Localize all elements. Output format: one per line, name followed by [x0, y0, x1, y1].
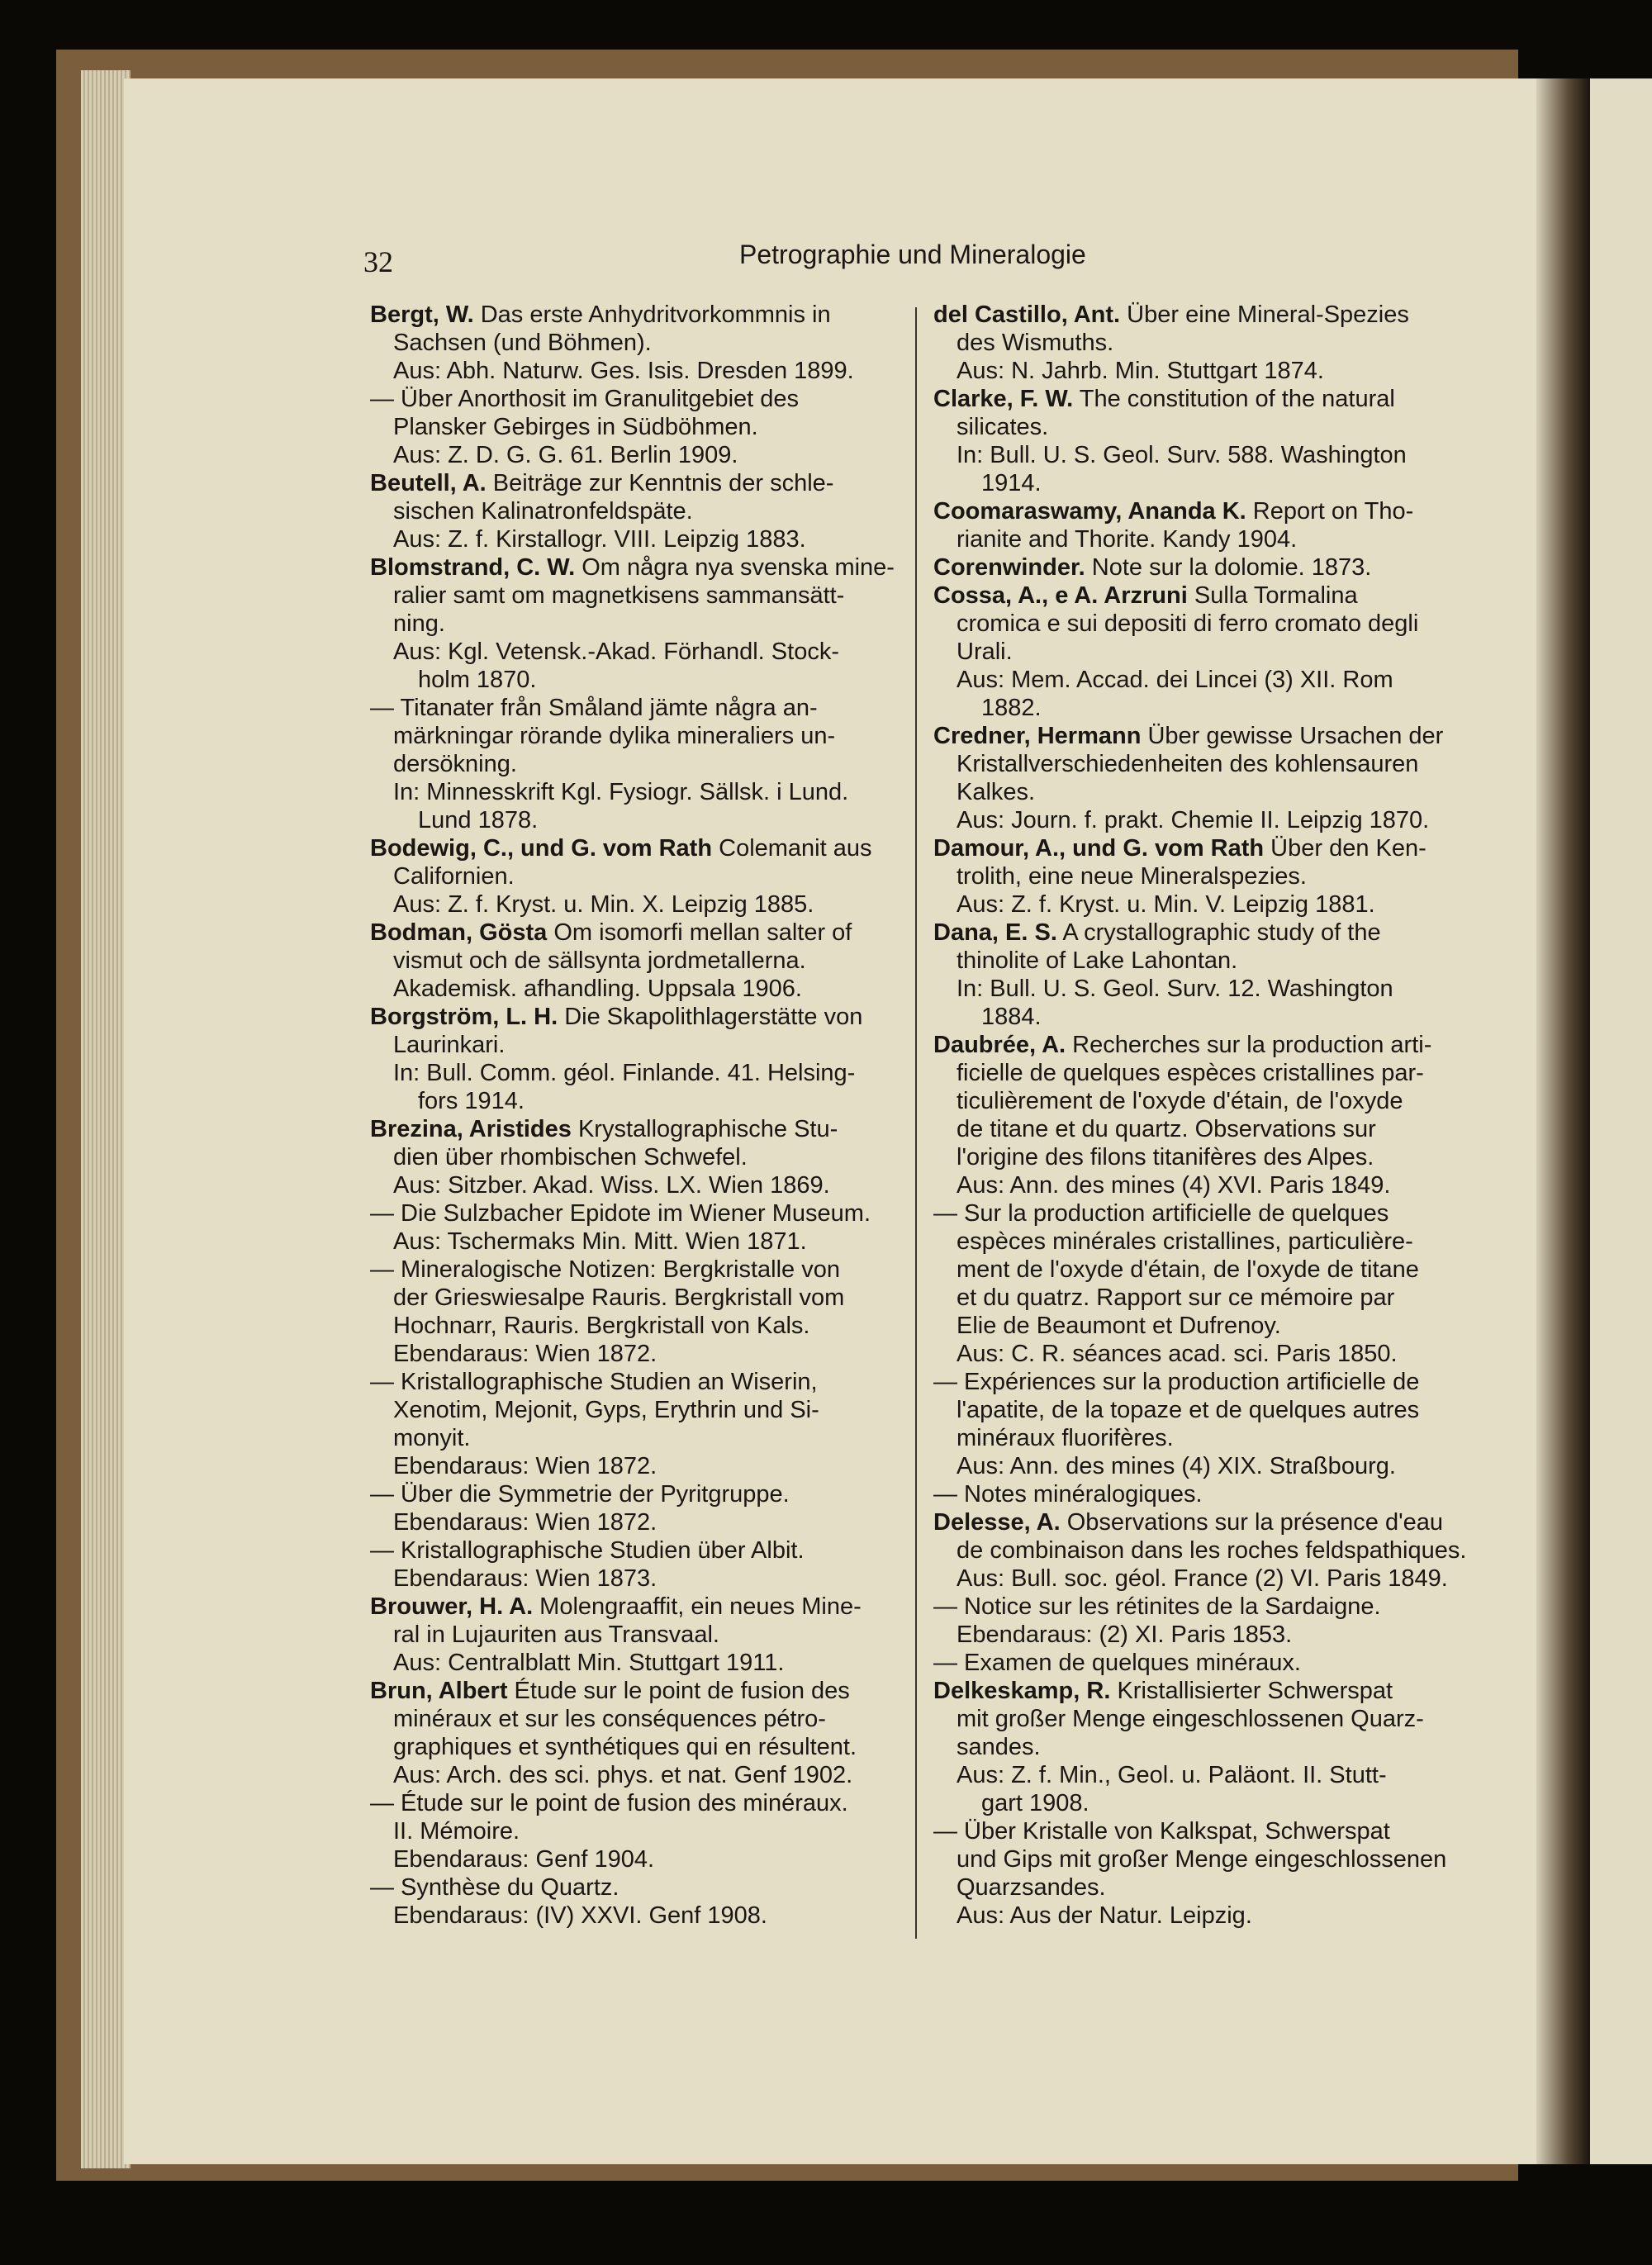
entry-line [370, 385, 899, 413]
next-page-edge [1590, 78, 1652, 2164]
entry-text: ticulièrement de l'oxyde d'étain, de l'oxyde [957, 1088, 1403, 1114]
entry-line [370, 1396, 899, 1424]
column-divider [915, 307, 917, 1939]
entry-text: Ebendaraus: Genf 1904. [393, 1846, 655, 1873]
entry-line [370, 1424, 899, 1452]
entry-text: Ebendaraus: Wien 1872. [393, 1509, 657, 1536]
entry-line [933, 1031, 1470, 1059]
entry-text: dersökning. [393, 751, 517, 777]
entry-line [370, 1902, 899, 1930]
entry-text: Elie de Beaumont et Dufrenoy. [957, 1313, 1281, 1339]
entry-text: Ebendaraus: Wien 1872. [393, 1453, 657, 1479]
entry-text: sandes. [957, 1734, 1041, 1760]
entry-text: Aus: Kgl. Vetensk.-Akad. Förhandl. Stock- [393, 639, 839, 665]
bibliography-entry [370, 1677, 899, 1930]
entry-line [933, 582, 1470, 610]
entry-text: ficielle de quelques espèces cristallines par- [957, 1060, 1424, 1086]
entry-text: Sachsen (und Böhmen). [393, 330, 652, 356]
entry-text: In: Bull. U. S. Geol. Surv. 12. Washington [957, 976, 1393, 1002]
entry-text: Aus: Ann. des mines (4) XVI. Paris 1849. [957, 1172, 1391, 1199]
author-name: Bodman, Gösta [370, 919, 548, 946]
entry-text: Akademisk. afhandling. Uppsala 1906. [393, 976, 802, 1002]
entry-line [933, 525, 1470, 553]
entry-line [370, 1649, 899, 1677]
entry-text: Laurinkari. [393, 1032, 506, 1058]
entry-text: Report on Tho- [1246, 498, 1414, 525]
entry-line [933, 497, 1470, 525]
entry-line [933, 1256, 1470, 1284]
entry-text: The constitution of the natural [1073, 386, 1395, 412]
entry-text: 1884. [981, 1004, 1042, 1030]
entry-text: Om isomorfi mellan salter of [547, 919, 852, 946]
entry-line [933, 1817, 1470, 1845]
entry-line [933, 1424, 1470, 1452]
entry-line [370, 1565, 899, 1593]
entry-text: — Die Sulzbacher Epidote im Wiener Museum. [370, 1200, 871, 1227]
entry-line [933, 441, 1470, 469]
entry-line [933, 1368, 1470, 1396]
entry-text: des Wismuths. [957, 330, 1114, 356]
entry-text: Plansker Gebirges in Südböhmen. [393, 414, 758, 440]
page-edges [81, 70, 131, 2168]
entry-text: II. Mémoire. [393, 1818, 520, 1845]
entry-text: — Notes minéralogiques. [933, 1481, 1203, 1508]
bibliography-entry [370, 301, 899, 469]
page-number: 32 [363, 245, 393, 278]
entry-text: Hochnarr, Rauris. Bergkristall von Kals. [393, 1313, 810, 1339]
entry-line [370, 890, 899, 919]
entry-text: Über gewisse Ursachen der [1141, 723, 1444, 749]
entry-line [933, 638, 1470, 666]
right-column [933, 301, 1470, 1930]
entry-text: — Sur la production artificielle de quelques [933, 1200, 1389, 1227]
entry-text: Molengraaffit, ein neues Mine- [533, 1593, 862, 1620]
entry-line [370, 1621, 899, 1649]
entry-text: cromica e sui depositi di ferro cromato degli [957, 610, 1419, 637]
entry-line [370, 553, 899, 582]
entry-line [933, 1873, 1470, 1902]
entry-text: sischen Kalinatronfeldspäte. [393, 498, 693, 525]
left-column [370, 301, 899, 1930]
entry-text: l'apatite, de la topaze et de quelques autres [957, 1397, 1420, 1423]
entry-line [370, 1761, 899, 1789]
entry-line [933, 1902, 1470, 1930]
entry-line [370, 1593, 899, 1621]
entry-text: Beiträge zur Kenntnis der schle- [486, 470, 834, 496]
entry-line [933, 778, 1470, 806]
entry-line [370, 1817, 899, 1845]
bibliography-entry [370, 469, 899, 553]
entry-text: — Über Kristalle von Kalkspat, Schwerspat [933, 1818, 1390, 1845]
bibliography-entry [370, 1115, 899, 1593]
entry-text: In: Bull. U. S. Geol. Surv. 588. Washington [957, 442, 1407, 468]
author-name: Cossa, A., e A. Arzruni [933, 582, 1188, 609]
entry-text: Aus: C. R. séances acad. sci. Paris 1850. [957, 1341, 1398, 1367]
entry-text: Aus: Abh. Naturw. Ges. Isis. Dresden 1899. [393, 358, 854, 384]
entry-line [370, 919, 899, 947]
author-name: Bodewig, C., und G. vom Rath [370, 835, 713, 862]
entry-text: monyit. [393, 1425, 471, 1451]
entry-line [370, 469, 899, 497]
entry-line [933, 694, 1470, 722]
entry-line [933, 1003, 1470, 1031]
entry-line [933, 1480, 1470, 1508]
entry-line [933, 722, 1470, 750]
entry-line [370, 1003, 899, 1031]
entry-line [933, 750, 1470, 778]
entry-line [370, 834, 899, 862]
entry-line [370, 1340, 899, 1368]
entry-line [933, 1396, 1470, 1424]
entry-line [370, 1733, 899, 1761]
entry-line [933, 1733, 1470, 1761]
entry-line [370, 1171, 899, 1199]
entry-text: de combinaison dans les roches feldspathiques. [957, 1537, 1467, 1564]
author-name: Damour, A., und G. vom Rath [933, 835, 1265, 862]
author-name: Brouwer, H. A. [370, 1593, 534, 1620]
entry-text: mit großer Menge eingeschlossenen Quarz- [957, 1706, 1424, 1732]
author-name: Bergt, W. [370, 302, 474, 328]
entry-line [370, 1705, 899, 1733]
entry-text: — Über die Symmetrie der Pyritgruppe. [370, 1481, 790, 1508]
entry-line [933, 1536, 1470, 1565]
entry-line [370, 582, 899, 610]
entry-text: Observations sur la présence d'eau [1060, 1509, 1444, 1536]
entry-line [933, 1340, 1470, 1368]
author-name: Daubrée, A. [933, 1032, 1066, 1058]
author-name: Corenwinder. [933, 554, 1085, 581]
entry-text: Über den Ken- [1264, 835, 1427, 862]
bibliography-entry [933, 722, 1470, 834]
bibliography-entry [933, 385, 1470, 497]
entry-line [370, 1143, 899, 1171]
entry-text: ment de l'oxyde d'étain, de l'oxyde de titane [957, 1256, 1419, 1283]
bibliography-entry [933, 919, 1470, 1031]
bibliography-entry [370, 1593, 899, 1677]
entry-text: Ebendaraus: (IV) XXVI. Genf 1908. [393, 1902, 767, 1929]
entry-text: Aus: Tschermaks Min. Mitt. Wien 1871. [393, 1228, 807, 1255]
entry-line [370, 947, 899, 975]
entry-text: — Über Anorthosit im Granulitgebiet des [370, 386, 800, 412]
author-name: Coomaraswamy, Ananda K. [933, 498, 1246, 525]
entry-text: A crystallographic study of the [1056, 919, 1381, 946]
entry-line [933, 1087, 1470, 1115]
entry-text: et du quatrz. Rapport sur ce mémoire par [957, 1284, 1395, 1311]
bibliography-entry [933, 582, 1470, 722]
entry-line [933, 1565, 1470, 1593]
entry-text: fors 1914. [418, 1088, 525, 1114]
entry-text: Urali. [957, 639, 1013, 665]
entry-line [933, 329, 1470, 357]
entry-text: Sulla Tormalina [1187, 582, 1358, 609]
entry-text: Aus: Z. f. Kryst. u. Min. X. Leipzig 1885. [393, 891, 814, 918]
entry-text: In: Bull. Comm. géol. Finlande. 41. Helsing- [393, 1060, 856, 1086]
entry-text: Aus: Aus der Natur. Leipzig. [957, 1902, 1252, 1929]
entry-line [370, 1199, 899, 1227]
gutter-shadow [1536, 78, 1590, 2164]
entry-text: Ebendaraus: Wien 1872. [393, 1341, 657, 1367]
entry-text: gart 1908. [981, 1790, 1089, 1816]
entry-text: Krystallographische Stu- [571, 1116, 838, 1142]
entry-line [370, 1508, 899, 1536]
entry-line [933, 1593, 1470, 1621]
entry-text: — Expériences sur la production artificielle de [933, 1369, 1420, 1395]
entry-line [370, 1789, 899, 1817]
entry-line [370, 806, 899, 834]
entry-line [933, 301, 1470, 329]
entry-text: minéraux et sur les conséquences pétro- [393, 1706, 826, 1732]
entry-text: 1914. [981, 470, 1042, 496]
entry-line [933, 357, 1470, 385]
entry-line [370, 1284, 899, 1312]
entry-text: der Grieswiesalpe Rauris. Bergkristall vom [393, 1284, 845, 1311]
bibliography-entry [370, 1003, 899, 1115]
author-name: Beutell, A. [370, 470, 487, 496]
entry-text: und Gips mit großer Menge eingeschlossenen [957, 1846, 1447, 1873]
entry-line [933, 1227, 1470, 1256]
entry-line [933, 610, 1470, 638]
entry-line [933, 1143, 1470, 1171]
author-name: Blomstrand, C. W. [370, 554, 576, 581]
entry-line [370, 778, 899, 806]
entry-line [933, 975, 1470, 1003]
entry-text: l'origine des filons titanifères des Alpes. [957, 1144, 1374, 1170]
entry-text: Étude sur le point de fusion des [507, 1678, 850, 1704]
entry-text: Kristallisierter Schwerspat [1110, 1678, 1393, 1704]
entry-line [933, 1845, 1470, 1873]
entry-line [933, 834, 1470, 862]
entry-line [370, 1312, 899, 1340]
entry-text: minéraux fluorifères. [957, 1425, 1174, 1451]
entry-text: Aus: Ann. des mines (4) XIX. Straßbourg. [957, 1453, 1396, 1479]
bibliography-entry [933, 834, 1470, 919]
entry-text: Xenotim, Mejonit, Gyps, Erythrin und Si- [393, 1397, 819, 1423]
entry-text: Aus: N. Jahrb. Min. Stuttgart 1874. [957, 358, 1324, 384]
entry-text: — Étude sur le point de fusion des minéraux. [370, 1790, 848, 1816]
author-name: del Castillo, Ant. [933, 302, 1121, 328]
entry-line [370, 1115, 899, 1143]
entry-line [933, 806, 1470, 834]
entry-line [933, 1677, 1470, 1705]
entry-text: Aus: Z. f. Kirstallogr. VIII. Leipzig 1883. [393, 526, 806, 553]
entry-text: — Notice sur les rétinites de la Sardaigne. [933, 1593, 1381, 1620]
bibliography-entry [933, 497, 1470, 553]
entry-line [370, 1087, 899, 1115]
entry-text: — Examen de quelques minéraux. [933, 1650, 1301, 1676]
entry-text: Om några nya svenska mine- [575, 554, 895, 581]
entry-text: Aus: Mem. Accad. dei Lincei (3) XII. Rom [957, 667, 1393, 693]
entry-line [933, 1284, 1470, 1312]
bibliography-entry [933, 1677, 1470, 1930]
entry-line [933, 1789, 1470, 1817]
entry-text: ral in Lujauriten aus Transvaal. [393, 1622, 719, 1648]
entry-text: Aus: Z. f. Kryst. u. Min. V. Leipzig 1881. [957, 891, 1375, 918]
entry-text: Aus: Centralblatt Min. Stuttgart 1911. [393, 1650, 785, 1676]
entry-text: ralier samt om magnetkisens sammansätt- [393, 582, 845, 609]
entry-text: Aus: Z. D. G. G. 61. Berlin 1909. [393, 442, 738, 468]
entry-text: Californien. [393, 863, 515, 890]
entry-line [370, 750, 899, 778]
entry-text: dien über rhombischen Schwefel. [393, 1144, 748, 1170]
entry-line [933, 553, 1470, 582]
running-title: Petrographie und Mineralogie [739, 240, 1086, 269]
entry-text: Note sur la dolomie. 1873. [1085, 554, 1372, 581]
entry-line [370, 441, 899, 469]
entry-line [370, 862, 899, 890]
entry-text: rianite and Thorite. Kandy 1904. [957, 526, 1298, 553]
entry-line [933, 1761, 1470, 1789]
entry-text: graphiques et synthétiques qui en résultent. [393, 1734, 857, 1760]
entry-line [370, 694, 899, 722]
entry-text: In: Minnesskrift Kgl. Fysiogr. Sällsk. i Lund. [393, 779, 849, 805]
entry-line [370, 1536, 899, 1565]
entry-text: — Mineralogische Notizen: Bergkristalle von [370, 1256, 840, 1283]
entry-text: trolith, eine neue Mineralspezies. [957, 863, 1307, 890]
entry-line [370, 1031, 899, 1059]
entry-line [933, 469, 1470, 497]
entry-line [370, 413, 899, 441]
entry-text: espèces minérales cristallines, particulière- [957, 1228, 1413, 1255]
entry-text: 1882. [981, 695, 1042, 721]
entry-line [370, 301, 899, 329]
entry-text: Ebendaraus: (2) XI. Paris 1853. [957, 1622, 1293, 1648]
bibliography-entry [370, 834, 899, 919]
bibliography-entry [933, 553, 1470, 582]
entry-line [933, 1705, 1470, 1733]
author-name: Dana, E. S. [933, 919, 1057, 946]
author-name: Credner, Hermann [933, 723, 1142, 749]
entry-line [933, 1621, 1470, 1649]
entry-text: Aus: Journ. f. prakt. Chemie II. Leipzig 1870. [957, 807, 1430, 833]
entry-text: Über eine Mineral-Spezies [1120, 302, 1409, 328]
bibliography-entry [933, 1508, 1470, 1677]
entry-line [370, 1873, 899, 1902]
entry-line [933, 1649, 1470, 1677]
entry-line [370, 666, 899, 694]
entry-text: Die Skapolithlagerstätte von [558, 1004, 863, 1030]
entry-line [933, 862, 1470, 890]
entry-line [933, 1508, 1470, 1536]
entry-text: silicates. [957, 414, 1049, 440]
entry-line [370, 525, 899, 553]
author-name: Clarke, F. W. [933, 386, 1074, 412]
entry-line [370, 610, 899, 638]
entry-line [370, 1452, 899, 1480]
entry-line [933, 385, 1470, 413]
entry-text: Aus: Z. f. Min., Geol. u. Paläont. II. Stutt- [957, 1762, 1387, 1788]
entry-line [370, 1059, 899, 1087]
entry-line [933, 1171, 1470, 1199]
entry-line [370, 329, 899, 357]
entry-line [370, 1845, 899, 1873]
entry-line [370, 722, 899, 750]
entry-text: de titane et du quartz. Observations sur [957, 1116, 1376, 1142]
bibliography-entry [933, 301, 1470, 385]
entry-line [933, 919, 1470, 947]
entry-text: märkningar rörande dylika mineraliers un- [393, 723, 836, 749]
entry-text: Kristallverschiedenheiten des kohlensauren [957, 751, 1419, 777]
entry-line [933, 1312, 1470, 1340]
entry-line [933, 1059, 1470, 1087]
entry-text: vismut och de sällsynta jordmetallerna. [393, 947, 806, 974]
entry-line [370, 638, 899, 666]
entry-text: Ebendaraus: Wien 1873. [393, 1565, 657, 1592]
entry-line [933, 666, 1470, 694]
bibliography-entry [370, 919, 899, 1003]
entry-text: Aus: Arch. des sci. phys. et nat. Genf 1902. [393, 1762, 853, 1788]
entry-text: Recherches sur la production arti- [1066, 1032, 1432, 1058]
entry-text: ning. [393, 610, 445, 637]
entry-text: — Kristallographische Studien über Albit. [370, 1537, 805, 1564]
entry-line [933, 1199, 1470, 1227]
entry-text: Aus: Sitzber. Akad. Wiss. LX. Wien 1869. [393, 1172, 830, 1199]
author-name: Delesse, A. [933, 1509, 1061, 1536]
entry-text: — Synthèse du Quartz. [370, 1874, 620, 1901]
entry-line [370, 1368, 899, 1396]
entry-line [370, 1227, 899, 1256]
entry-line [370, 1677, 899, 1705]
entry-line [370, 975, 899, 1003]
entry-line [933, 1452, 1470, 1480]
entry-line [370, 1256, 899, 1284]
entry-line [370, 1480, 899, 1508]
entry-text: Lund 1878. [418, 807, 539, 833]
entry-text: thinolite of Lake Lahontan. [957, 947, 1238, 974]
entry-text: Aus: Bull. soc. géol. France (2) VI. Paris 1849. [957, 1565, 1448, 1592]
entry-text: Kalkes. [957, 779, 1036, 805]
author-name: Borgström, L. H. [370, 1004, 558, 1030]
entry-text: Colemanit aus [712, 835, 872, 862]
bibliography-entry [933, 1031, 1470, 1508]
entry-line [933, 947, 1470, 975]
entry-text: Das erste Anhydritvorkommnis in [473, 302, 831, 328]
entry-line [370, 497, 899, 525]
entry-line [370, 357, 899, 385]
bibliography-entry [370, 553, 899, 834]
entry-text: Quarzsandes. [957, 1874, 1106, 1901]
entry-line [933, 1115, 1470, 1143]
entry-text: holm 1870. [418, 667, 537, 693]
author-name: Delkeskamp, R. [933, 1678, 1111, 1704]
entry-line [933, 890, 1470, 919]
entry-text: — Kristallographische Studien an Wiserin, [370, 1369, 818, 1395]
entry-line [933, 413, 1470, 441]
author-name: Brezina, Aristides [370, 1116, 572, 1142]
author-name: Brun, Albert [370, 1678, 508, 1704]
entry-text: — Titanater från Småland jämte några an- [370, 695, 818, 721]
